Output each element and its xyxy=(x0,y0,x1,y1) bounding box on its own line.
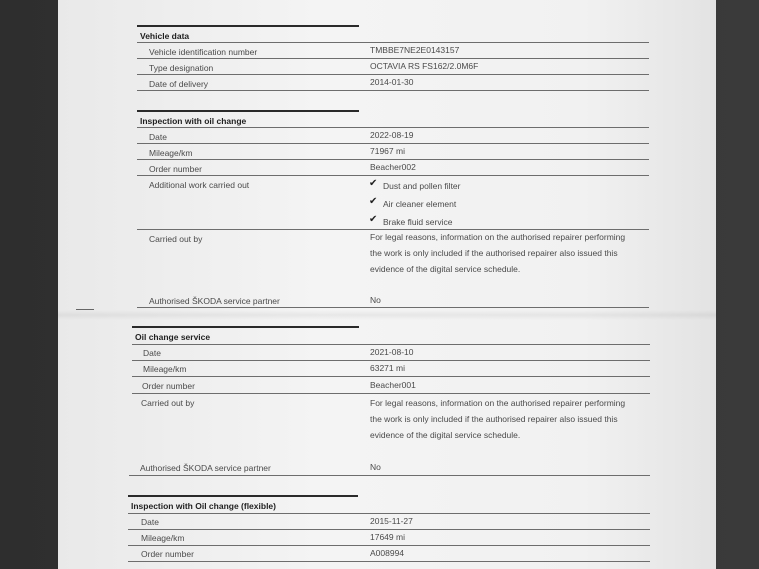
divider xyxy=(137,90,649,91)
carried-out-text xyxy=(370,395,660,443)
divider xyxy=(132,344,650,345)
carried-out-label: Carried out by xyxy=(141,398,195,408)
carried-out-line: For legal reasons, information on the authorised repairer performing xyxy=(370,398,626,408)
section-title: Oil change service xyxy=(135,332,211,342)
row-label: Date xyxy=(141,517,159,527)
service-partner-value: No xyxy=(370,462,381,472)
divider xyxy=(137,143,649,144)
carried-out-text xyxy=(370,229,660,277)
carried-out-line: evidence of the digital service schedule. xyxy=(370,264,521,274)
service-partner-value: No xyxy=(370,295,381,305)
divider xyxy=(137,58,649,59)
divider xyxy=(132,360,650,361)
section-title: Vehicle data xyxy=(140,31,190,41)
section-bar xyxy=(137,110,359,112)
carried-out-label: Carried out by xyxy=(149,234,203,244)
checkmark-icon: ✔ xyxy=(369,178,378,189)
divider xyxy=(137,307,649,308)
row-label: Mileage/km xyxy=(141,533,185,543)
row-value: OCTAVIA RS FS162/2.0M6F xyxy=(370,61,479,71)
service-partner-label: Authorised ŠKODA service partner xyxy=(149,296,280,306)
row-value: 2021-08-10 xyxy=(370,347,414,357)
row-value: 2014-01-30 xyxy=(370,77,414,87)
row-label: Order number xyxy=(142,381,195,391)
row-value: Beacher002 xyxy=(370,162,416,172)
row-value: 2022-08-19 xyxy=(370,130,414,140)
section-title: Inspection with Oil change (flexible) xyxy=(131,501,276,511)
section-bar xyxy=(137,25,359,27)
row-label: Date of delivery xyxy=(149,79,209,89)
row-value: 17649 mi xyxy=(370,532,405,542)
row-label: Date xyxy=(149,132,167,142)
divider xyxy=(128,561,650,562)
checkmark-icon: ✔ xyxy=(369,196,378,207)
divider xyxy=(137,74,649,75)
section-bar xyxy=(128,495,358,497)
checkmark-icon: ✔ xyxy=(369,214,378,225)
row-label: Mileage/km xyxy=(149,148,193,158)
row-value: Beacher001 xyxy=(370,380,416,390)
additional-work-item: Brake fluid service xyxy=(383,217,453,227)
row-value: TMBBE7NE2E0143157 xyxy=(370,45,460,55)
carried-out-line: evidence of the digital service schedule. xyxy=(370,430,521,440)
divider xyxy=(128,513,650,514)
row-label: Date xyxy=(143,348,161,358)
divider xyxy=(132,376,650,377)
row-label: Order number xyxy=(149,164,202,174)
row-label: Type designation xyxy=(149,63,214,73)
divider xyxy=(137,127,649,128)
carried-out-line: the work is only included if the authorised repairer also issued this xyxy=(370,414,618,424)
divider xyxy=(128,545,650,546)
row-value: 71967 mi xyxy=(370,146,405,156)
divider xyxy=(137,42,649,43)
service-partner-label: Authorised ŠKODA service partner xyxy=(140,463,271,473)
additional-work-item: Dust and pollen filter xyxy=(383,181,461,191)
paper-fold xyxy=(58,310,716,320)
divider xyxy=(137,175,649,176)
margin-dash xyxy=(76,309,94,310)
carried-out-line: the work is only included if the authorised repairer also issued this xyxy=(370,248,618,258)
divider xyxy=(128,529,650,530)
row-label: Order number xyxy=(141,549,194,559)
divider xyxy=(132,393,650,394)
additional-work-label: Additional work carried out xyxy=(149,180,250,190)
row-label: Mileage/km xyxy=(143,364,187,374)
row-label: Vehicle identification number xyxy=(149,47,258,57)
additional-work-item: Air cleaner element xyxy=(383,199,457,209)
row-value: 2015-11-27 xyxy=(370,516,413,526)
row-value: 63271 mi xyxy=(370,363,405,373)
carried-out-line: For legal reasons, information on the authorised repairer performing xyxy=(370,232,626,242)
row-value: A008994 xyxy=(370,548,405,558)
divider xyxy=(137,159,649,160)
section-title: Inspection with oil change xyxy=(140,116,247,126)
section-bar xyxy=(132,326,359,328)
divider xyxy=(129,475,650,476)
